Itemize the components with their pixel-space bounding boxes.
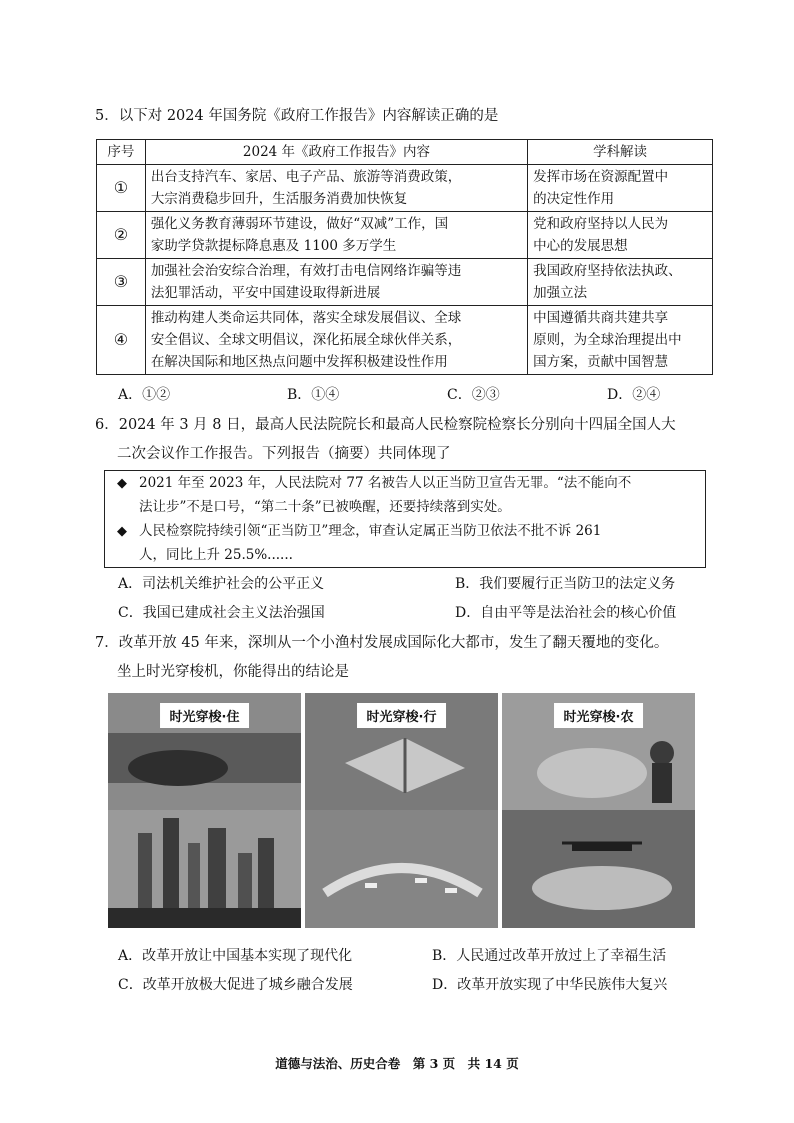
excerpt-bullet-2-cont: 人，同比上升 25.5%...... <box>139 547 293 563</box>
q7-option-d[interactable]: D．改革开放实现了中华民族伟大复兴 <box>432 977 668 993</box>
content-line: 家助学贷款提标降息惠及 1100 多万学生 <box>150 238 397 254</box>
photo-label-transport: 时光穿梭·行 <box>357 703 447 728</box>
header-content: 2024 年《政府工作报告》内容 <box>145 140 527 165</box>
row-num: ② <box>97 212 146 259</box>
q5-option-a[interactable]: A．①② <box>118 387 171 403</box>
row-num: ① <box>97 165 146 212</box>
q7-option-b[interactable]: B．人民通过改革开放过上了幸福生活 <box>432 948 667 964</box>
excerpt-bullet-1 <box>117 471 697 496</box>
q7-stem-line1: 7．改革开放 45 年来，深圳从一个小渔村发展成国际化大都市，发生了翻天覆地的变化。 <box>95 635 669 651</box>
bullet-text: 人民检察院持续引领“正当防卫”理念，审查认定属正当防卫依法不批不诉 261 <box>139 523 602 539</box>
row-content <box>145 306 527 375</box>
q7-stem-line2: 坐上时光穿梭机，你能得出的结论是 <box>117 664 349 680</box>
content-line: 推动构建人类命运共同体，落实全球发展倡议、全球 <box>150 310 462 326</box>
interp-line: 发挥市场在资源配置中 <box>533 169 669 185</box>
page-footer: 道德与法治、历史合卷 第 3 页 共 14 页 <box>275 1056 519 1071</box>
table-row <box>97 259 713 306</box>
row-num: ④ <box>97 306 146 375</box>
content-line: 法犯罪活动，平安中国建设取得新进展 <box>150 285 381 301</box>
interp-line: 加强立法 <box>533 285 588 301</box>
interp-line: 的决定性作用 <box>533 191 615 207</box>
table-row <box>97 165 713 212</box>
q5-table <box>96 139 713 375</box>
content-line: 安全倡议、全球文明倡议，深化拓展全球伙伴关系， <box>150 332 462 348</box>
content-line: 加强社会治安综合治理，有效打击电信网络诈骗等违 <box>150 263 462 279</box>
row-interp <box>528 165 713 212</box>
row-num: ③ <box>97 259 146 306</box>
q6-option-b[interactable]: B．我们要履行正当防卫的法定义务 <box>455 576 676 592</box>
diamond-bullet-icon: ◆ <box>117 524 127 539</box>
row-interp <box>528 212 713 259</box>
photo-label-housing: 时光穿梭·住 <box>160 703 250 728</box>
row-content <box>145 212 527 259</box>
interp-line: 中心的发展思想 <box>533 238 628 254</box>
q6-stem-line2: 二次会议作工作报告。下列报告（摘要）共同体现了 <box>117 446 451 462</box>
agriculture-photo-image <box>502 693 695 928</box>
q6-option-c[interactable]: C．我国已建成社会主义法治强国 <box>118 605 325 621</box>
q6-stem-line1: 6．2024 年 3 月 8 日，最高人民法院院长和最高人民检察院检察长分别向十四届全国人大 <box>95 417 676 433</box>
photo-label-agriculture: 时光穿梭·农 <box>554 703 644 728</box>
q5-option-c[interactable]: C．②③ <box>447 387 500 403</box>
interp-line: 我国政府坚持依法执政、 <box>533 263 682 279</box>
interp-line: 中国遵循共商共建共享 <box>533 310 669 326</box>
interp-line: 党和政府坚持以人民为 <box>533 216 669 232</box>
table-row <box>97 212 713 259</box>
transport-photo-image <box>305 693 498 928</box>
header-num: 序号 <box>97 140 146 165</box>
photo-housing <box>108 693 301 928</box>
table-row <box>97 306 713 375</box>
content-line: 在解决国际和地区热点问题中发挥积极建设性作用 <box>150 354 448 370</box>
content-line: 出台支持汽车、家居、电子产品、旅游等消费政策， <box>150 169 462 185</box>
header-interp: 学科解读 <box>528 140 713 165</box>
q5-option-d[interactable]: D．②④ <box>607 387 661 403</box>
q6-option-d[interactable]: D．自由平等是法治社会的核心价值 <box>455 605 677 621</box>
bullet-text: 2021 年至 2023 年，人民法院对 77 名被告人以正当防卫宣告无罪。“法不能向不 <box>139 475 632 491</box>
q6-excerpt-box <box>104 470 706 568</box>
q7-option-a[interactable]: A．改革开放让中国基本实现了现代化 <box>118 948 353 964</box>
diamond-bullet-icon: ◆ <box>117 476 127 491</box>
q6-option-a[interactable]: A．司法机关维护社会的公平正义 <box>118 576 325 592</box>
excerpt-bullet-1-cont: 法让步”不是口号，“第二十条”已被唤醒，还要持续落到实处。 <box>139 499 511 515</box>
housing-photo-image <box>108 693 301 928</box>
table-header-row <box>97 140 713 165</box>
q5-stem: 5．以下对 2024 年国务院《政府工作报告》内容解读正确的是 <box>95 108 499 124</box>
interp-line: 国方案，贡献中国智慧 <box>533 354 669 370</box>
row-content <box>145 165 527 212</box>
content-line: 强化义务教育薄弱环节建设，做好“双减”工作，国 <box>150 216 449 232</box>
photo-agriculture <box>502 693 695 928</box>
photo-transport <box>305 693 498 928</box>
content-line: 大宗消费稳步回升，生活服务消费加快恢复 <box>150 191 408 207</box>
q5-option-b[interactable]: B．①④ <box>287 387 340 403</box>
excerpt-bullet-2 <box>117 519 697 544</box>
row-content <box>145 259 527 306</box>
row-interp <box>528 259 713 306</box>
q7-option-c[interactable]: C．改革开放极大促进了城乡融合发展 <box>118 977 353 993</box>
interp-line: 原则，为全球治理提出中 <box>533 332 682 348</box>
row-interp <box>528 306 713 375</box>
